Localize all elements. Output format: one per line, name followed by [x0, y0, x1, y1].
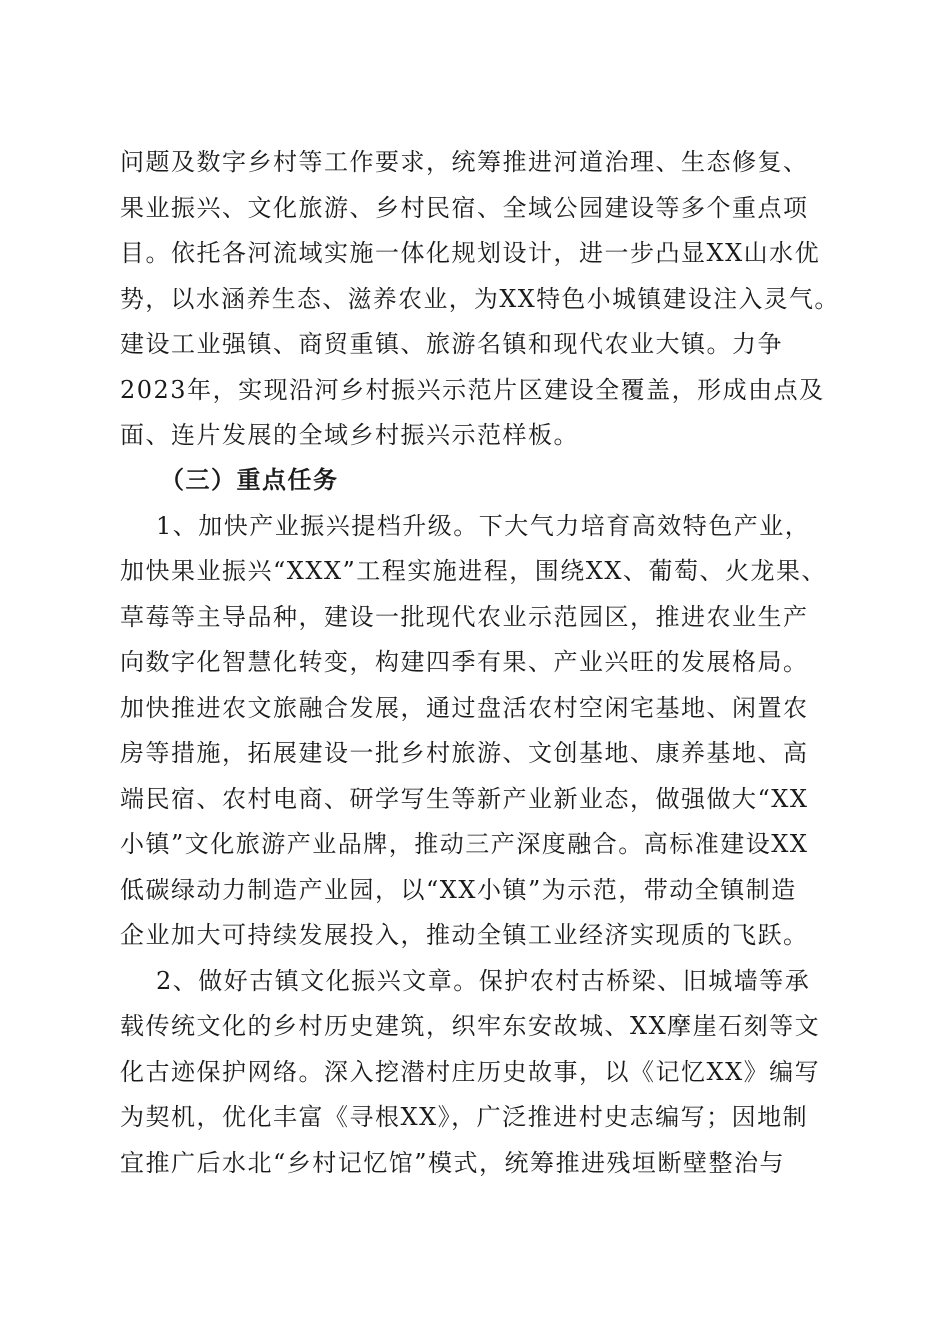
text-line: 加快推进农文旅融合发展，通过盘活农村空闲宅基地、闲置农: [120, 694, 809, 722]
text-line: 房等措施，拓展建设一批乡村旅游、文创基地、康养基地、高: [120, 739, 809, 767]
text-line: 面、连片发展的全域乡村振兴示范样板。: [120, 421, 579, 449]
text-line: 加快果业振兴“XXX”工程实施进程，围绕XX、葡萄、火龙果、: [120, 557, 827, 585]
text-line: 宜推广后水北“乡村记忆馆”模式，统筹推进残垣断壁整治与: [120, 1149, 786, 1177]
text-line: 化古迹保护网络。深入挖潜村庄历史故事，以《记忆XX》编写: [120, 1058, 821, 1086]
text-line: 2、做好古镇文化振兴文章。保护农村古桥梁、旧城墙等承: [156, 967, 811, 995]
text-line: 企业加大可持续发展投入，推动全镇工业经济实现质的飞跃。: [120, 921, 809, 949]
text-line: 向数字化智慧化转变，构建四季有果、产业兴旺的发展格局。: [120, 648, 809, 676]
text-line: 果业振兴、文化旅游、乡村民宿、全域公园建设等多个重点项: [120, 194, 809, 222]
text-line: 草莓等主导品种，建设一批现代农业示范园区，推进农业生产: [120, 603, 809, 631]
text-line: 小镇”文化旅游产业品牌，推动三产深度融合。高标准建设XX: [120, 830, 809, 858]
text-line: 为契机，优化丰富《寻根XX》，广泛推进村史志编写；因地制: [120, 1103, 809, 1131]
text-line: 2023年，实现沿河乡村振兴示范片区建设全覆盖，形成由点及: [120, 376, 825, 404]
text-line: 1、加快产业振兴提档升级。下大气力培育高效特色产业，: [156, 512, 811, 540]
section-heading: （三）重点任务: [160, 465, 339, 494]
text-line: 建设工业强镇、商贸重镇、旅游名镇和现代农业大镇。力争: [120, 330, 783, 358]
text-line: 目。依托各河流域实施一体化规划设计，进一步凸显XX山水优: [120, 239, 821, 267]
text-line: 载传统文化的乡村历史建筑，织牢东安故城、XX摩崖石刻等文: [120, 1012, 821, 1040]
text-line: 端民宿、农村电商、研学写生等新产业新业态，做强做大“XX: [120, 785, 809, 813]
text-line: 问题及数字乡村等工作要求，统筹推进河道治理、生态修复、: [120, 148, 809, 176]
text-line: 势，以水涵养生态、滋养农业，为XX特色小城镇建设注入灵气。: [120, 285, 840, 313]
text-line: 低碳绿动力制造产业园，以“XX小镇”为示范，带动全镇制造: [120, 876, 797, 904]
